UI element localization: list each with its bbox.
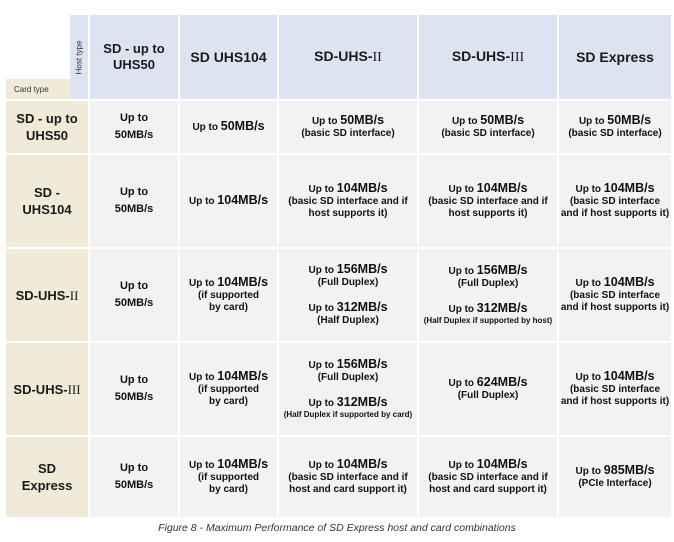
cell-value [115,127,154,144]
table-cell [90,101,178,153]
cell-value [189,458,268,472]
cell-note [318,372,379,384]
cell-value [120,372,148,389]
up-to-text: Up to [451,116,481,127]
up-to-text: Up to [308,303,337,314]
speed-value: 104MB/s [603,369,655,383]
column-header [419,15,557,99]
cell-value-text: Up to [119,186,149,198]
note-text: host and card support it) [289,484,407,495]
cell-value [308,263,387,277]
cell-value-text: 50MB/s [114,391,154,403]
note-text: (if supported [197,384,260,395]
cell-value [192,120,264,134]
column-header-prefix: SD-UHS- [451,48,511,64]
up-to-text: Up to [575,184,604,195]
row-header-prefix: SD-UHS- [15,287,70,303]
up-to-text: Up to [308,265,337,276]
up-to-text: Up to [311,116,341,127]
table-cell [559,155,671,247]
cell-note [570,196,660,208]
cell-value [115,201,154,218]
table-cell [419,101,557,153]
speed-value: 50MB/s [607,113,652,127]
cell-value [189,194,268,208]
note-text: (Half Duplex if supported by host) [423,316,553,325]
row-header-text [13,381,80,398]
cell-value-text: 50MB/s [114,129,154,141]
cell-value [448,264,527,278]
table-cell [419,249,557,341]
up-to-text: Up to [188,460,218,471]
cell-value [120,184,148,201]
up-to-text: Up to [448,266,477,277]
row-header-numeral: II [69,287,79,303]
note-text: (basic SD interface) [568,128,662,139]
up-to-text: Up to [188,278,218,289]
cell-note [578,478,651,490]
cell-value [575,370,654,384]
table-cell [90,249,178,341]
column-header [559,15,671,99]
cell-note [561,208,669,220]
speed-value: 312MB/s [336,395,388,409]
up-to-text: Up to [188,372,218,383]
speed-value: 156MB/s [336,357,388,371]
cell-value [115,295,154,312]
cell-note [449,208,528,220]
table-cell [279,343,417,435]
cell-note [318,277,379,289]
table-cell [180,437,277,517]
note-text: (basic SD interface [569,290,661,301]
cell-value [189,276,268,290]
cell-note [289,484,407,496]
cell-note [561,302,669,314]
cell-value [189,370,268,384]
cell-note [198,290,259,302]
note-text: (Half Duplex if supported by card) [283,410,413,419]
cell-note [458,278,519,290]
cell-value [120,460,148,477]
table-cell [180,249,277,341]
up-to-text: Up to [448,304,477,315]
column-header [90,15,178,99]
cell-note [568,128,661,140]
up-to-text: Up to [575,372,604,383]
row-header-text [16,287,79,304]
row-header [6,437,88,517]
note-text: and if host supports it) [560,396,670,407]
note-text: by card) [209,484,248,495]
column-header-numeral: II [372,50,382,65]
note-text: (Full Duplex) [457,278,519,289]
row-header-prefix: SD-UHS- [13,381,68,397]
table-cell [419,343,557,435]
table-cell [90,155,178,247]
up-to-text: Up to [188,196,218,207]
note-text: (if supported [197,472,260,483]
cell-value-text: Up to [119,374,149,386]
cell-value [312,114,384,128]
table-cell [180,343,277,435]
cell-note [209,396,248,408]
cell-value [575,276,654,290]
cell-value [575,464,654,478]
table-cell [279,155,417,247]
note-text: (Half Duplex) [317,315,379,326]
cell-value [120,278,148,295]
cell-value [575,182,654,196]
speed-value: 985MB/s [603,463,655,477]
table-cell [279,101,417,153]
row-header-text: SD - UHS104 [22,185,72,217]
cell-value-text: 50MB/s [114,297,154,309]
note-text: (basic SD interface and if [288,472,408,483]
speed-value: 104MB/s [336,457,388,471]
cell-note [570,290,660,302]
cell-note [301,128,394,140]
cell-note [284,410,412,420]
speed-value: 104MB/s [217,193,269,207]
table-cell [279,437,417,517]
column-header-prefix: SD-UHS- [314,48,373,64]
table-cell [279,249,417,341]
cell-value [115,477,154,494]
cell-note [570,384,660,396]
speed-value: 312MB/s [476,301,528,315]
row-header-numeral: III [67,381,81,397]
note-text: (basic SD interface [569,384,661,395]
table-cell [419,437,557,517]
cell-note [288,196,407,208]
speed-value: 50MB/s [340,113,385,127]
speed-value: 104MB/s [217,369,269,383]
up-to-text: Up to [575,466,604,477]
up-to-text: Up to [448,378,477,389]
up-to-text: Up to [308,184,337,195]
cell-value-secondary [448,302,527,316]
speed-value: 104MB/s [603,275,655,289]
table-cell [180,101,277,153]
speed-value: 104MB/s [476,457,528,471]
note-text: (PCIe Interface) [578,478,652,489]
up-to-text: Up to [308,460,337,471]
cell-value [308,458,387,472]
note-text: (Full Duplex) [317,372,379,383]
cell-value-text: Up to [119,280,149,292]
speed-value: 156MB/s [476,263,528,277]
up-to-text: Up to [448,460,477,471]
cell-note [209,484,248,496]
column-header-text: SD - up to UHS50 [103,41,165,72]
cell-note [429,484,547,496]
speed-value: 156MB/s [336,262,388,276]
column-header-text [314,48,382,66]
note-text: by card) [209,302,248,313]
cell-note [458,390,519,402]
speed-value: 104MB/s [603,181,655,195]
note-text: host supports it) [308,208,388,219]
table-cell [559,101,671,153]
cell-value-text: 50MB/s [114,479,154,491]
note-text: (basic SD interface) [301,128,395,139]
table-cell [180,155,277,247]
cell-value-secondary [308,301,387,315]
row-header [6,249,88,341]
up-to-text: Up to [308,360,337,371]
row-header [6,101,88,153]
cell-value [120,110,148,127]
column-header [180,15,277,99]
note-text: and if host supports it) [560,302,670,313]
note-text: (if supported [197,290,260,301]
up-to-text: Up to [578,116,608,127]
table-cell [559,343,671,435]
up-to-text: Up to [448,184,477,195]
cell-value [448,182,527,196]
note-text: (basic SD interface and if [428,472,548,483]
cell-note [198,472,259,484]
cell-value [308,358,387,372]
note-text: and if host supports it) [560,208,670,219]
note-text: host and card support it) [429,484,547,495]
note-text: (Full Duplex) [457,390,519,401]
row-header [6,343,88,435]
speed-value: 104MB/s [476,181,528,195]
cell-note [288,472,407,484]
speed-value: 104MB/s [336,181,388,195]
table-cell [90,437,178,517]
cell-value [448,376,527,390]
note-text: (Full Duplex) [317,277,379,288]
table-cell [90,343,178,435]
column-header-text: SD Express [576,49,654,65]
column-header-text [452,48,524,66]
column-header-numeral: III [510,50,525,65]
cell-note [309,208,388,220]
row-header-text: SD Express [21,461,73,493]
column-header-text: SD UHS104 [190,49,267,65]
note-text: (basic SD interface) [441,128,535,139]
cell-note [209,302,248,314]
cell-value-text: Up to [119,462,149,474]
speed-value: 50MB/s [480,113,525,127]
row-header-text: SD - up to UHS50 [16,111,78,143]
host-type-label: Host type [70,15,88,99]
note-text: (basic SD interface [569,196,661,207]
column-header [279,15,417,99]
cell-note [428,472,547,484]
row-header [6,155,88,247]
cell-value [448,458,527,472]
card-type-label: Card type [6,79,70,99]
note-text: by card) [209,396,248,407]
cell-note [317,315,379,327]
up-to-text: Up to [192,122,221,133]
cell-note [561,396,669,408]
table-cell [559,249,671,341]
cell-value-secondary [308,396,387,410]
cell-value [452,114,524,128]
speed-value: 624MB/s [476,375,528,389]
note-text: host supports it) [448,208,528,219]
cell-note [198,384,259,396]
up-to-text: Up to [575,278,604,289]
cell-note [424,316,552,326]
speed-value: 104MB/s [217,457,269,471]
table-cell [419,155,557,247]
cell-value [115,389,154,406]
cell-value [308,182,387,196]
table-cell [559,437,671,517]
cell-value-text: 50MB/s [114,203,154,215]
up-to-text: Up to [308,398,337,409]
speed-value: 50MB/s [220,119,265,133]
cell-value [579,114,651,128]
figure-caption: Figure 8 - Maximum Performance of SD Express host and card combinations [158,522,516,534]
cell-value-text: Up to [119,112,149,124]
cell-note [428,196,547,208]
note-text: (basic SD interface and if [428,196,548,207]
note-text: (basic SD interface and if [288,196,408,207]
cell-note [441,128,534,140]
speed-value: 104MB/s [217,275,269,289]
speed-value: 312MB/s [336,300,388,314]
